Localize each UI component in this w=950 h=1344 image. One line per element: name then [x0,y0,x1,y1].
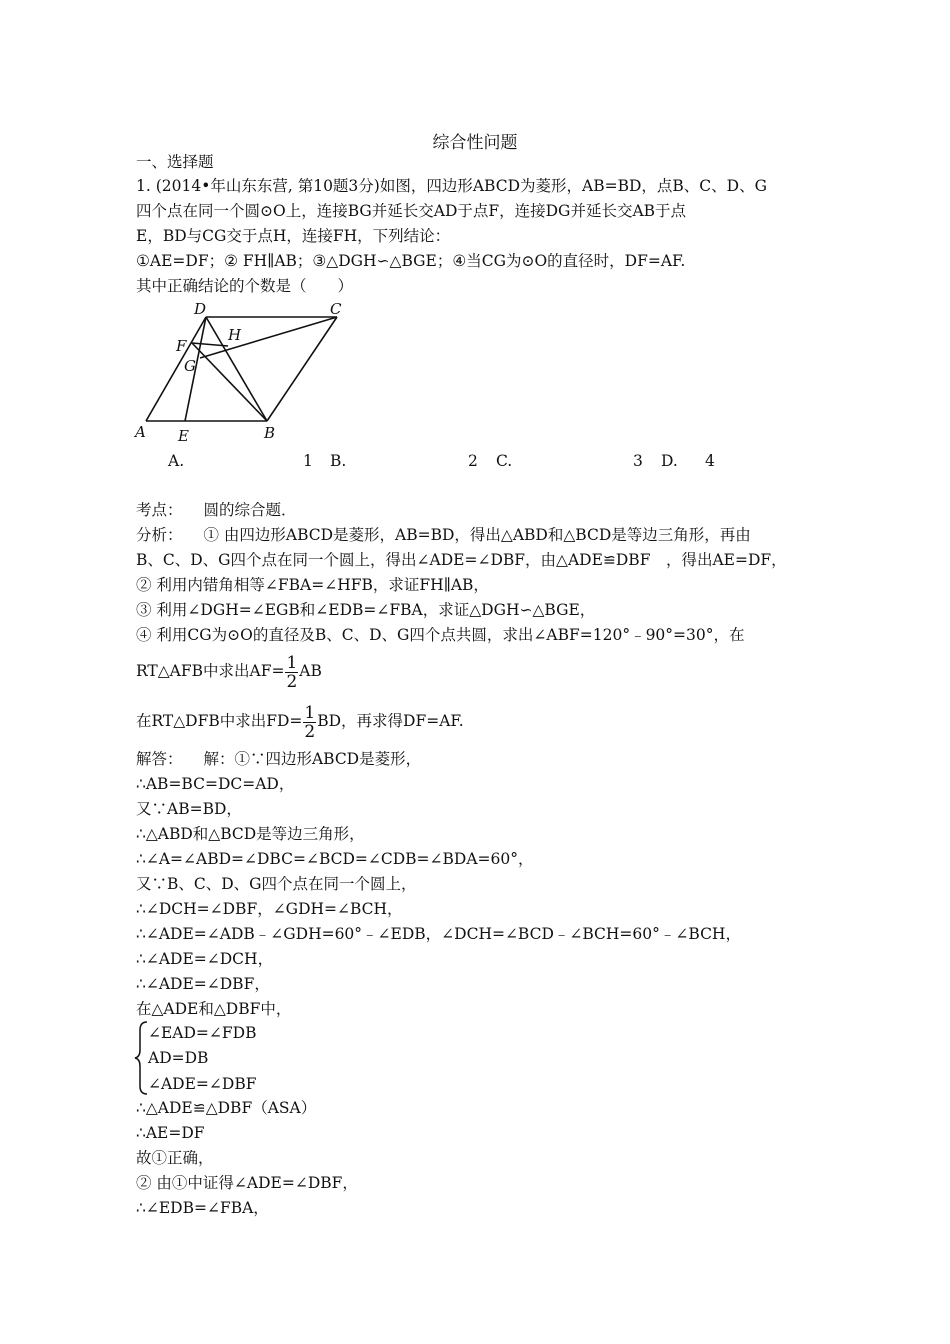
question-line: E，BD与CG交于点H，连接FH，下列结论： [136,227,451,245]
solution-line: ∴△ABD和△BCD是等边三角形， [136,825,365,843]
kaodian-label: 考点： [136,501,183,519]
question-line: 四个点在同一个圆⊙O上，连接BG并延长交AD于点F，连接DG并延长交AB于点 [136,202,687,220]
analysis-text: AB [299,662,322,680]
analysis-text: BD，再求得DF=AF. [317,712,464,730]
option-a-value: 1 [303,452,313,470]
option-d-letter: D. [661,452,678,470]
fraction-denominator: 2 [304,721,316,742]
analysis-text: RT△AFB中求出AF= [136,662,285,680]
solution-line: 又∵AB=BD， [136,800,242,818]
option-c-letter: C. [496,452,513,470]
fraction-one-half [285,654,298,691]
label-D: D [194,300,207,318]
option-d-value: 4 [705,452,715,470]
fenxi-row [136,525,751,545]
analysis-line: B、C、D、G四个点在同一个圆上，得出∠ADE=∠DBF，由△ADE≌DBF ，得出AE=DF， [136,551,787,569]
label-C: C [330,300,342,318]
solution-line: ∴∠ADE=∠DCH， [136,950,274,968]
solution-row [136,749,421,769]
analysis-line: ② 利用内错角相等∠FBA=∠HFB，求证FH∥AB， [136,576,489,594]
solution-line: ∴AE=DF [136,1124,205,1142]
fraction-one-half [303,704,316,741]
fenxi-label: 分析： [136,526,183,544]
fraction-numerator: 1 [304,702,316,723]
solution-line: ∴∠ADE=∠DBF， [136,975,270,993]
label-E: E [178,427,189,445]
kaodian-row [136,500,296,520]
label-B: B [264,424,276,442]
page-title: 综合性问题 [432,133,518,153]
solution-line: ② 由①中证得∠ADE=∠DBF， [136,1174,358,1192]
rhombus-figure [130,298,350,448]
solution-line: ∴△ADE≌△DBF（ASA） [136,1099,317,1117]
analysis-line: ① 由四边形ABCD是菱形，AB=BD，得出△ABD和△BCD是等边三角形，再由 [203,526,751,544]
fraction-numerator: 1 [286,652,298,673]
option-b-letter: B. [330,452,347,470]
question-line: ①AE=DF；② FH∥AB；③△DGH∽△BGE；④当CG为⊙O的直径时，DF=AF. [136,252,686,270]
kaodian-text: 圆的综合题． [203,501,297,519]
system-equation: ∠EAD=∠FDB [148,1024,257,1042]
solution-line: 故①正确， [136,1149,214,1167]
solution-line: ∴AB=BC=DC=AD， [136,775,295,793]
option-c-value: 3 [633,452,643,470]
solution-line: 又∵B、C、D、G四个点在同一个圆上， [136,875,417,893]
solution-line: 在△ADE和△DBF中， [136,1000,292,1018]
system-equation: AD=DB [148,1049,209,1067]
analysis-fraction-line [136,702,464,741]
analysis-line: ③ 利用∠DGH=∠EGB和∠EDB=∠FBA，求证△DGH∽△BGE， [136,601,596,619]
system-equation: ∠ADE=∠DBF [148,1075,257,1093]
question-line: 1. (2014•年山东东营, 第10题3分)如图，四边形ABCD为菱形，AB=BD，点B、C、D、G [136,177,767,195]
analysis-text: 在RT△DFB中求出FD= [136,712,303,730]
solution-line: 解：①∵四边形ABCD是菱形， [203,750,422,768]
solution-label: 解答： [136,750,183,768]
section-heading: 一、选择题 [136,153,214,171]
label-F: F [176,337,187,355]
question-line: 其中正确结论的个数是（ ） [136,277,354,295]
label-G: G [184,357,196,375]
label-A: A [135,423,146,441]
option-a-letter: A. [168,452,185,470]
label-H: H [228,326,242,344]
analysis-line: ④ 利用CG为⊙O的直径及B、C、D、G四个点共圆，求出∠ABF=120°﹣90°=30°，在 [136,626,745,644]
solution-line: ∴∠A=∠ABD=∠DBC=∠BCD=∠CDB=∠BDA=60°， [136,850,534,868]
fraction-denominator: 2 [286,671,298,692]
solution-line: ∴∠DCH=∠DBF，∠GDH=∠BCH， [136,900,403,918]
solution-line: ∴∠EDB=∠FBA， [136,1199,269,1217]
solution-line: ∴∠ADE=∠ADB﹣∠GDH=60°﹣∠EDB，∠DCH=∠BCD﹣∠BCH=60°﹣∠BCH， [136,925,741,943]
analysis-fraction-line [136,652,322,691]
option-b-value: 2 [468,452,478,470]
